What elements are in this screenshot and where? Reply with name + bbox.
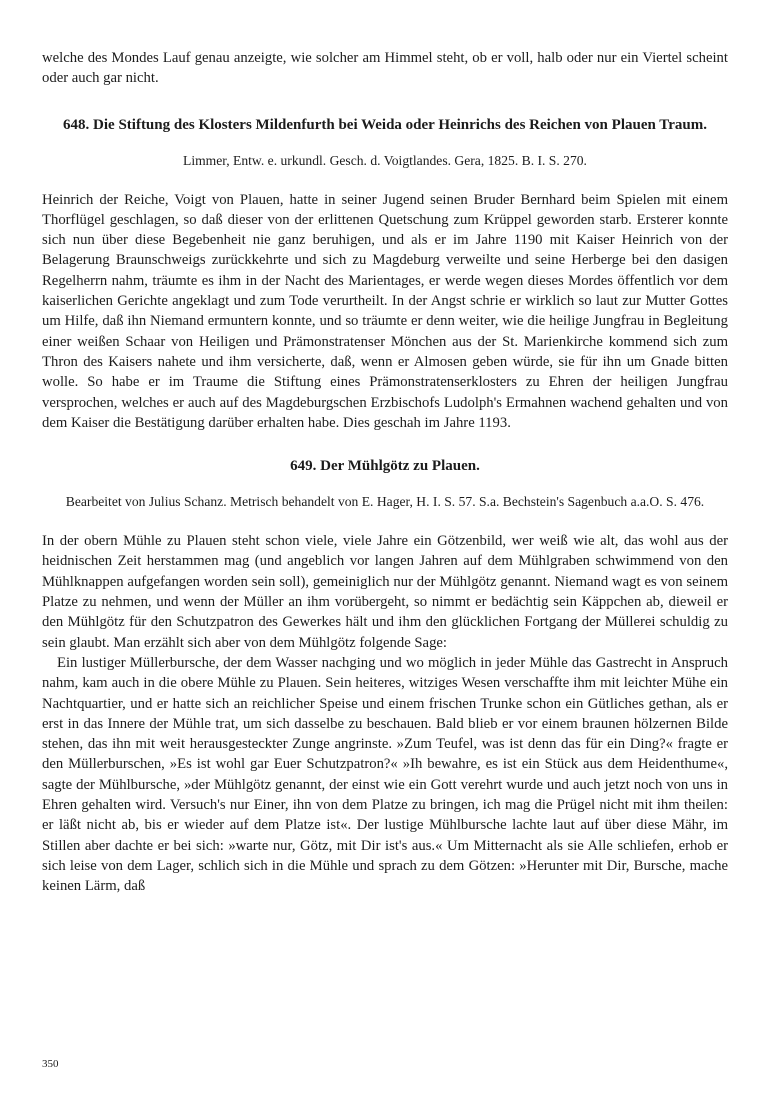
section-source-648: Limmer, Entw. e. urkundl. Gesch. d. Voigtlandes. Gera, 1825. B. I. S. 270. [183, 152, 587, 168]
section-heading-649: 649. Der Mühlgötz zu Plauen. [290, 458, 480, 475]
section-heading-648: 648. Die Stiftung des Klosters Mildenfurth bei Weida oder Heinrichs des Reichen von Plauen Traum. [63, 116, 707, 133]
section-source-649: Bearbeitet von Julius Schanz. Metrisch behandelt von E. Hager, H. I. S. 57. S.a. Bechstein's Sagenbuch a.a.O. S. 476. [65, 494, 705, 510]
page-number: 350 [42, 1058, 59, 1070]
section-649-paragraph-2: Ein lustiger Müllerbursche, der dem Wasser nachging und wo möglich in jeder Mühle das Gastrecht in Anspruch nahm, kam auch in die obere Mühle zu Plauen. Sein heiteres, witziges Wesen verschaffte ihm mit leichter Mühe ein Nachtquartier, und er hatte sich an reichlicher Speise und einem frischen Trunke schon ein Gütliches gethan, als er erst in das Innere der Mühle trat, um sich dasselbe zu beschauen. Bald blieb er vor einem braunen hölzernen Bilde stehen, das ihn mit weit herausgesteckter Zunge angrinste. »Zum Teufel, was ist denn das für ein Ding?« fragte er den Müllerburschen, »Es ist wohl gar Euer Schutzpatron?« »Ih bewahre, es ist ein Stück aus dem Heidenthume«, sagte der Mühlbursche, »der Mühlgötz genannt, der einst wie ein Gott verehrt wurde und auch jetzt noch von uns in Ehren gehalten wird. Versuch's nur Einer, ihn von dem Platze zu bringen, ich mag die Prügel nicht mit ihm theilen: er läßt nicht ab, bis er wieder auf dem Platze ist«. Der lustige Mühlbursche lachte laut auf über diese Mähr, im Stillen aber dachte er bei sich: »warte nur, Götz, mit Dir ist's aus.« Um Mitternacht als sie Alle schliefen, erhob er sich leise von dem Lager, schlich sich in die Mühle und sprach zu dem Götzen: »Herunter mit Dir, Bursche, mache keinen Lärm, daß [42, 654, 728, 895]
section-648-paragraph: Heinrich der Reiche, Voigt von Plauen, hatte in seiner Jugend seinen Bruder Bernhard beim Spielen mit einem Thorflügel geschlagen, so daß dieser von der erlittenen Quetschung zum Krüppel geworden starb. Ersterer konnte sich nun über diese Begebenheit nie ganz beruhigen, und als er im Jahre 1190 mit Kaiser Heinrich von der Belagerung Braunschweigs zurückkehrte und sich zu Magdeburg verweilte und seine Herberge bei den dasigen Regelherrn nahm, träumte es ihm in der Nacht des Marientages, er werde wegen dieses Mordes öffentlich vor dem kaiserlichen Gerichte angeklagt und zum Tode verurtheilt. In der Angst schrie er wirklich so laut zur Mutter Gottes um Hilfe, daß ihn Niemand ermuntern konnte, und so träumte er denn weiter, wie die heilige Jungfrau in Begleitung einer weißen Schaar von Heiligen und Prämonstratenser Mönchen aus der St. Marienkirche kommend sich zum Thron des Kaisers nahete und ihm versicherte, daß, wenn er Almosen geben würde, sie für ihn um Gnade bitten wolle. So habe er im Traume die Stiftung eines Prämonstratenserklosters zu Ehren der heiligen Jungfrau versprochen, welches er auch auf des Magdeburgschen Erzbischofs Ludolph's Ermahnen wachend gehalten und von dem Kaiser die Bestätigung darüber erhalten habe. Dies geschah im Jahre 1193. [42, 191, 728, 431]
continued-paragraph: welche des Mondes Lauf genau anzeigte, wie solcher am Himmel steht, ob er voll, halb oder nur ein Viertel scheint oder auch gar nicht. [42, 50, 728, 87]
section-649-paragraph-1: In der obern Mühle zu Plauen steht schon viele, viele Jahre ein Götzenbild, wer weiß wie alt, das wohl aus der heidnischen Zeit herstammen mag (und angeblich vor langen Jahren auf dem Mühlgraben schwimmend von den Mühlknappen aufgefangen worden sein soll), gemeiniglich nur der Mühlgötz genannt. Niemand wagt es von seinem Platze zu nehmen, und wenn der Müller an ihm vorübergeht, so nimmt er bedächtig sein Käppchen ab, dieweil er den Mühlgötz für den Schutzpatron des Gewerkes hält und ihm den glücklichen Fortgang der Müllerei schuldig zu sein glaubt. Man erzählt sich aber von dem Mühlgötz folgende Sage: [42, 533, 728, 651]
